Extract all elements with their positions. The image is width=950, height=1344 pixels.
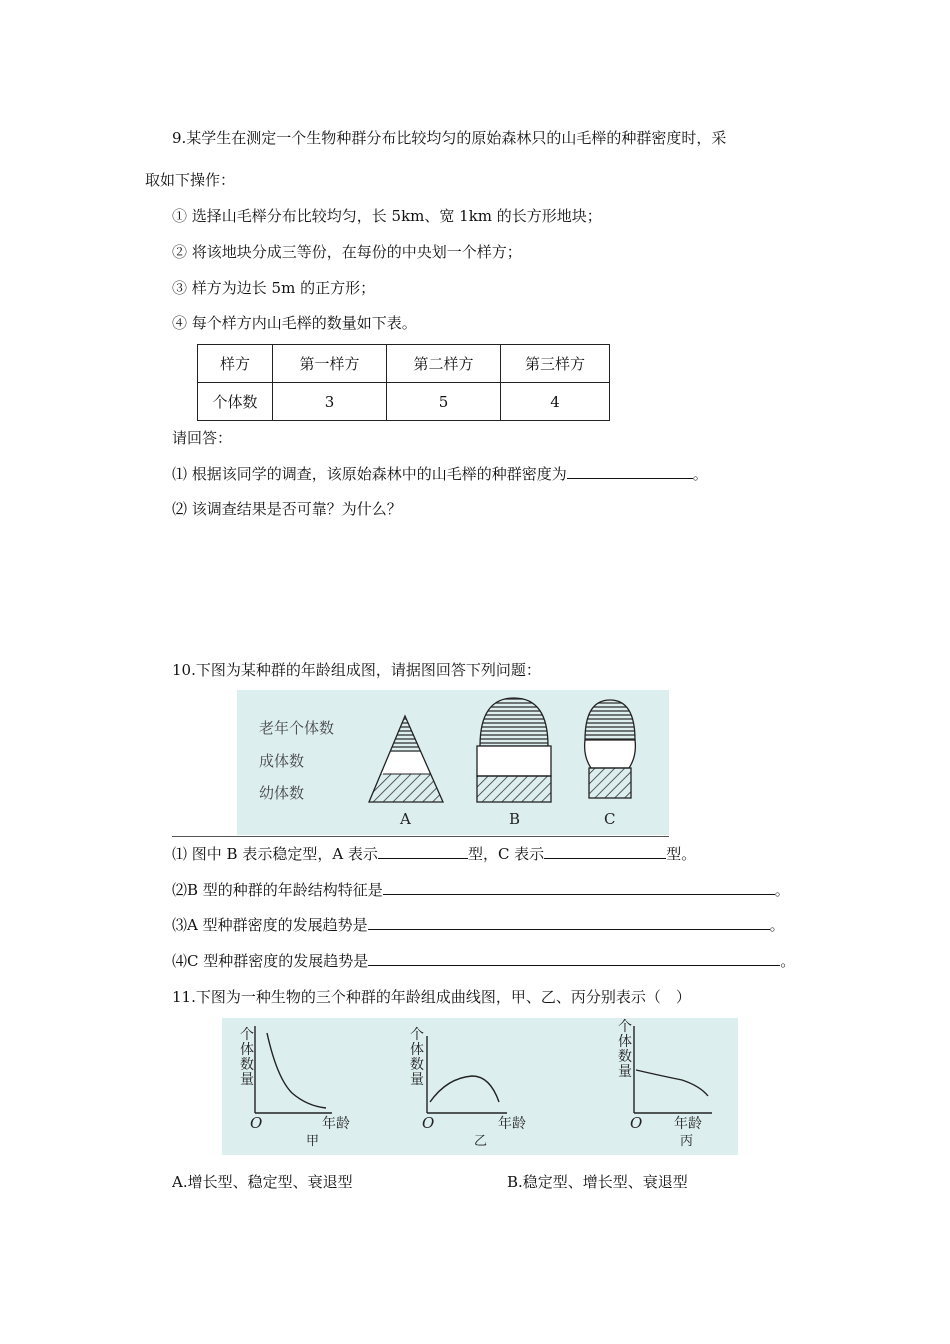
- table-header-cell: 第二样方: [387, 345, 501, 383]
- xlabel-bing: 年龄: [674, 1116, 702, 1132]
- q10-sub3: [172, 915, 785, 935]
- ylabel-yi: 个体数量: [410, 1027, 424, 1088]
- q9-prompt: 请回答：: [172, 429, 233, 447]
- table-cell: 5: [387, 383, 501, 421]
- xlabel-yi: 年龄: [498, 1116, 526, 1132]
- q9-sub1-text: ⑴ 根据该同学的调查，该原始森林中的山毛榉的种群密度为: [172, 465, 567, 483]
- pyramid-b: [477, 698, 551, 802]
- curve-graph-jia: [255, 1026, 332, 1113]
- label-adult: 成体数: [259, 752, 305, 770]
- pyramid-a: [357, 716, 457, 802]
- table-header-cell: 样方: [198, 345, 273, 383]
- option-b[interactable]: B.稳定型、增长型、衰退型: [507, 1173, 688, 1191]
- q10-sub2-text: ⑵B 型的种群的年龄结构特征是: [172, 881, 383, 899]
- q10-sub4-end: 。: [780, 952, 796, 970]
- answer-blank[interactable]: [567, 464, 693, 479]
- q10-sub4-text: ⑷C 型种群密度的发展趋势是: [172, 952, 369, 970]
- table-row-label: 个体数: [198, 383, 273, 421]
- q10-sub2-end: 。: [774, 881, 790, 899]
- table-cell: 4: [501, 383, 610, 421]
- q9-sub1: [172, 464, 708, 484]
- q9-step4: ④ 每个样方内山毛榉的数量如下表。: [172, 314, 417, 332]
- curve-graph-bing: [634, 1026, 712, 1113]
- name-yi: 乙: [474, 1134, 488, 1149]
- q9-line2: 取如下操作：: [145, 171, 236, 189]
- ylabel-bing: 个体数量: [618, 1019, 632, 1080]
- sample-table: [197, 344, 610, 421]
- shape-label-a: A: [400, 810, 411, 828]
- table-cell: 3: [273, 383, 387, 421]
- ylabel-jia: 个体数量: [240, 1027, 254, 1088]
- q10-sub4: [172, 951, 795, 971]
- q9-step2: ② 将该地块分成三等份，在每份的中央划一个样方；: [172, 243, 522, 261]
- q10-sub2: [172, 880, 790, 900]
- shape-label-b: B: [509, 810, 521, 828]
- q11-title: 11.下图为一种生物的三个种群的年龄组成曲线图，甲、乙、丙分别表示（ ）: [172, 988, 691, 1006]
- origin-jia: O: [250, 1114, 263, 1132]
- q10-sub3-text: ⑶A 型种群密度的发展趋势是: [172, 916, 368, 934]
- answer-blank[interactable]: [378, 844, 468, 859]
- answer-blank[interactable]: [383, 880, 775, 895]
- name-jia: 甲: [306, 1134, 320, 1149]
- label-young: 幼体数: [259, 784, 305, 802]
- q9-sub1-end: 。: [692, 465, 708, 483]
- q9-step3: ③ 样方为边长 5m 的正方形；: [172, 279, 376, 297]
- q10-sub1-b: 型，C 表示: [467, 845, 545, 863]
- q10-sub3-end: 。: [769, 916, 785, 934]
- age-curve-figure: [222, 1018, 738, 1155]
- q9-sub2: ⑵ 该调查结果是否可靠？为什么？: [172, 500, 402, 518]
- xlabel-jia: 年龄: [322, 1116, 350, 1132]
- label-old: 老年个体数: [259, 719, 335, 737]
- name-bing: 丙: [680, 1134, 694, 1149]
- answer-blank[interactable]: [368, 951, 780, 966]
- divider: [172, 836, 669, 837]
- option-a[interactable]: A.增长型、稳定型、衰退型: [172, 1173, 353, 1191]
- table-header-cell: 第三样方: [501, 345, 610, 383]
- answer-blank[interactable]: [544, 844, 666, 859]
- q10-sub1: [172, 844, 696, 864]
- q10-sub1-a: ⑴ 图中 B 表示稳定型，A 表示: [172, 845, 378, 863]
- q9-line1: 9.某学生在测定一个生物种群分布比较均匀的原始森林只的山毛榉的种群密度时，采: [172, 129, 727, 147]
- curve-graph-yi: [427, 1036, 507, 1113]
- origin-bing: O: [630, 1114, 643, 1132]
- age-structure-figure: [237, 690, 669, 835]
- q9-step1: ① 选择山毛榉分布比较均匀，长 5km、宽 1km 的长方形地块；: [172, 207, 602, 225]
- origin-yi: O: [422, 1114, 435, 1132]
- answer-blank[interactable]: [368, 915, 770, 930]
- q10-sub1-c: 型。: [666, 845, 697, 863]
- pyramid-c: [585, 700, 636, 798]
- table-header-row: [198, 345, 610, 383]
- shape-label-c: C: [604, 810, 616, 828]
- q10-title: 10.下图为某种群的年龄组成图，请据图回答下列问题：: [172, 661, 541, 679]
- table-row: [198, 383, 610, 421]
- table-header-cell: 第一样方: [273, 345, 387, 383]
